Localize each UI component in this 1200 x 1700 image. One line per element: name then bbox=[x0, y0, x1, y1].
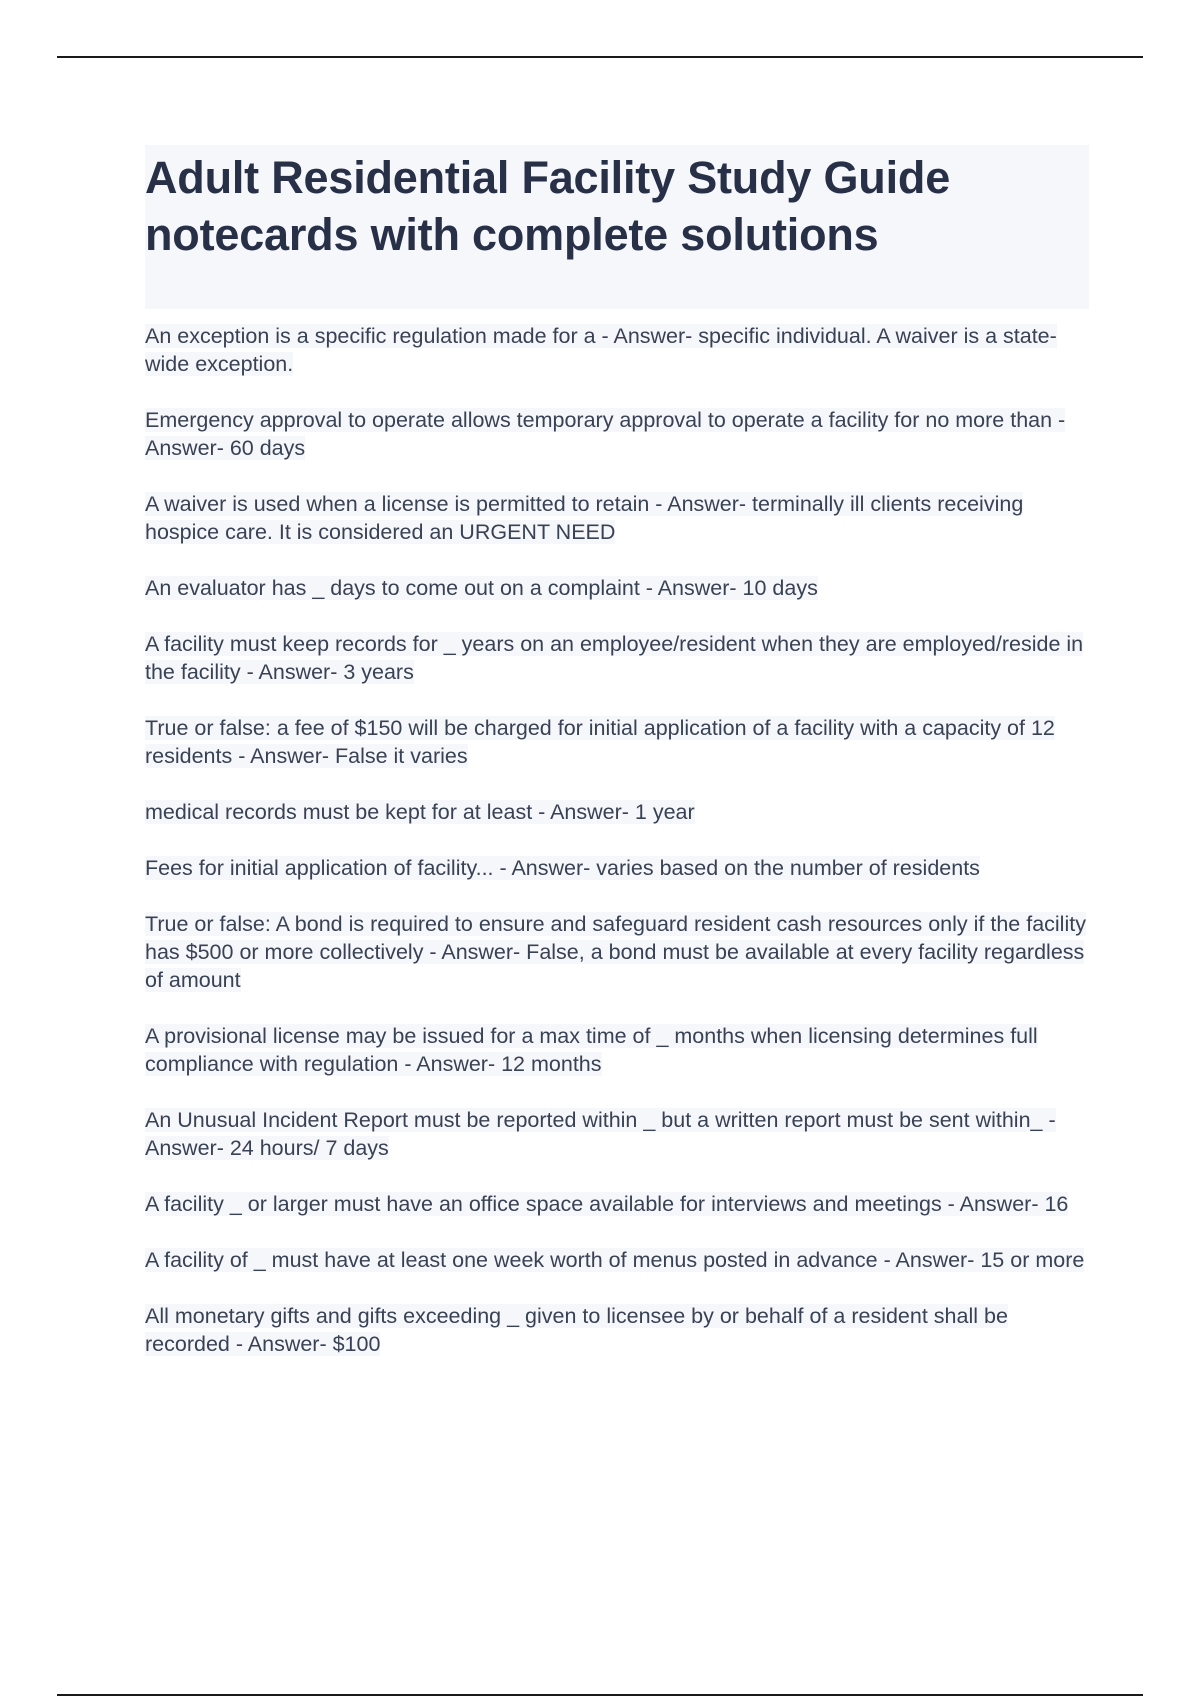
qa-item: True or false: A bond is required to ensure and safeguard resident cash resources only if the facility has $500 or more collectively - Answer- False, a bond must be available at every facility regardless of amount bbox=[145, 912, 1086, 992]
qa-item: Fees for initial application of facility... - Answer- varies based on the number of residents bbox=[145, 856, 980, 880]
qa-item: A facility must keep records for _ years on an employee/resident when they are employed/reside in the facility - Answer- 3 years bbox=[145, 632, 1084, 684]
qa-item: An exception is a specific regulation made for a - Answer- specific individual. A waiver is a state-wide exception. bbox=[145, 324, 1057, 376]
qa-item: A facility _ or larger must have an office space available for interviews and meetings - Answer- 16 bbox=[145, 1192, 1069, 1216]
qa-list bbox=[145, 322, 1089, 1358]
qa-item: Emergency approval to operate allows temporary approval to operate a facility for no more than - Answer- 60 days bbox=[145, 408, 1066, 460]
document-body bbox=[145, 145, 1089, 1386]
qa-item: An evaluator has _ days to come out on a complaint - Answer- 10 days bbox=[145, 576, 818, 600]
bottom-rule bbox=[57, 1694, 1143, 1696]
qa-item: An Unusual Incident Report must be reported within _ but a written report must be sent within_ - Answer- 24 hours/ 7 days bbox=[145, 1108, 1056, 1160]
qa-item: medical records must be kept for at least - Answer- 1 year bbox=[145, 800, 695, 824]
top-rule bbox=[57, 56, 1143, 58]
document-title: Adult Residential Facility Study Guide notecards with complete solutions bbox=[145, 152, 951, 260]
qa-item: A provisional license may be issued for a max time of _ months when licensing determines full compliance with regulation - Answer- 12 months bbox=[145, 1024, 1038, 1076]
qa-item: All monetary gifts and gifts exceeding _ given to licensee by or behalf of a resident shall be recorded - Answer- $100 bbox=[145, 1304, 1008, 1356]
qa-item: A facility of _ must have at least one week worth of menus posted in advance - Answer- 15 or more bbox=[145, 1248, 1085, 1272]
qa-item: A waiver is used when a license is permitted to retain - Answer- terminally ill clients receiving hospice care. It is considered an URGENT NEED bbox=[145, 492, 1024, 544]
qa-item: True or false: a fee of $150 will be charged for initial application of a facility with a capacity of 12 residents - Answer- False it varies bbox=[145, 716, 1055, 768]
title-block bbox=[145, 145, 1089, 309]
